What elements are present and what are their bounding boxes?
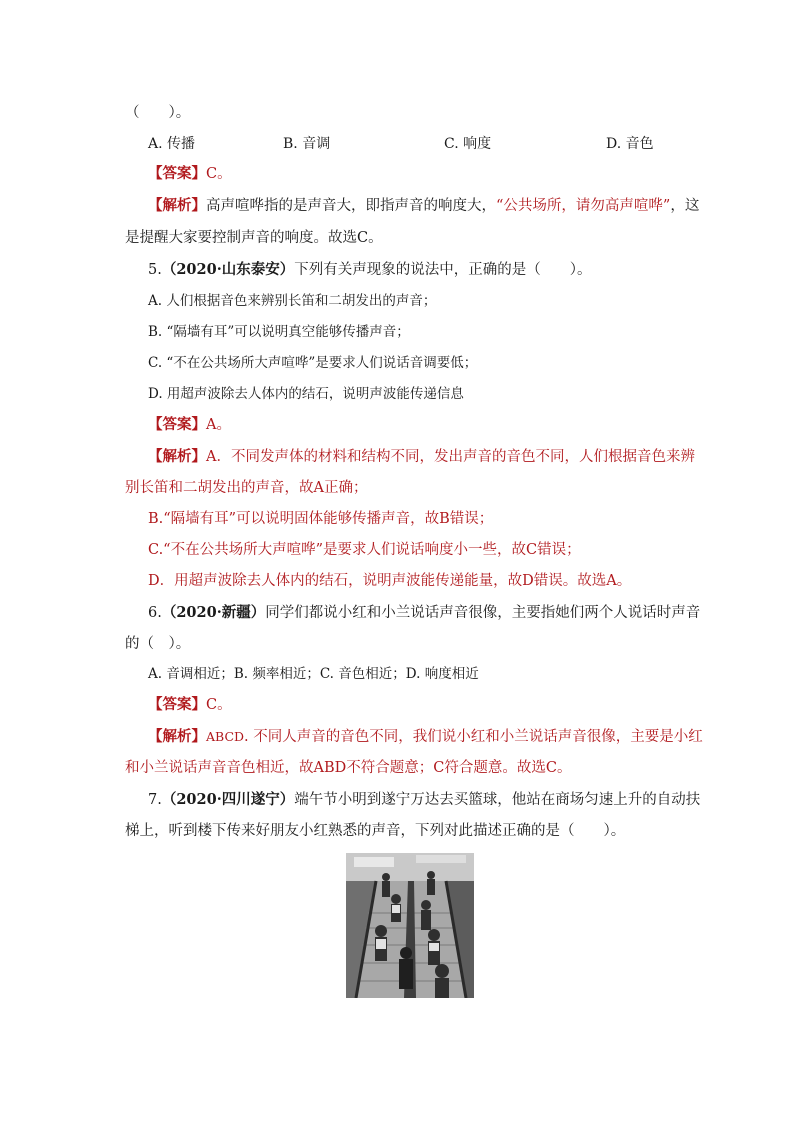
q7-stem-line-1 — [148, 790, 700, 810]
question-text: 同学们都说小红和小兰说话声音很像，主要指她们两个人说话时声音 — [265, 605, 701, 621]
q4-analysis-line-1 — [148, 196, 699, 216]
analysis-quote: “公共场所，请勿高声喧哗” — [496, 198, 671, 214]
analysis-text: 高声喧哗指的是声音大，即指声音的响度大， — [206, 198, 496, 214]
q4-stem-end: （ ）。 — [125, 105, 191, 121]
q4-option-d: D. 音色 — [606, 136, 654, 152]
question-number: 7. — [148, 792, 162, 808]
q5-analysis-line-5: D．用超声波除去人体内的结石，说明声波能传递能量，故D错误。故选A。 — [148, 573, 632, 589]
q5-stem — [148, 260, 592, 280]
answer-value: C。 — [206, 697, 232, 713]
answer-tag: 【答案】 — [148, 416, 206, 433]
analysis-tag: 【解析】 — [148, 197, 206, 214]
analysis-text: A．不同发声体的材料和结构不同，发出声音的音色不同，人们根据音色来辨 — [206, 449, 695, 465]
answer-tag: 【答案】 — [148, 696, 206, 713]
question-number: 6. — [148, 605, 162, 621]
question-source: （2020·新疆） — [161, 604, 266, 621]
q6-stem-line-1 — [148, 603, 700, 623]
answer-tag: 【答案】 — [148, 165, 206, 182]
q6-analysis-line-1 — [148, 727, 703, 747]
q4-option-b: B. 音调 — [283, 136, 331, 152]
analysis-tag: 【解析】 — [148, 728, 206, 745]
q5-analysis-line-3: B.“隔墙有耳”可以说明固体能够传播声音，故B错误； — [148, 511, 494, 527]
answer-value: C。 — [206, 166, 232, 182]
q5-answer — [148, 415, 231, 435]
q5-option-a: A. 人们根据音色来辨别长笛和二胡发出的声音； — [148, 293, 437, 309]
analysis-text: ，这 — [670, 198, 700, 214]
answer-value: A。 — [206, 417, 231, 433]
q6-stem-line-2: 的（ ）。 — [125, 636, 191, 652]
question-text: 下列有关声现象的说法中，正确的是（ ）。 — [294, 262, 592, 278]
q6-answer — [148, 695, 232, 715]
q5-analysis-line-4: C.“不在公共场所大声喧哗”是要求人们说话响度小一些，故C错误； — [148, 542, 581, 558]
question-text: 端午节小明到遂宁万达去买篮球，他站在商场匀速上升的自动扶 — [294, 792, 701, 808]
question-number: 5. — [148, 262, 162, 278]
q5-option-d: D. 用超声波除去人体内的结石，说明声波能传递信息 — [148, 386, 464, 402]
q4-answer — [148, 164, 232, 184]
question-source: （2020·山东泰安） — [161, 261, 295, 278]
q5-option-b: B. “隔墙有耳”可以说明真空能够传播声音； — [148, 324, 410, 340]
analysis-text: . 不同人声音的音色不同，我们说小红和小兰说话声音很像，主要是小红 — [244, 729, 703, 745]
q5-analysis-line-2: 别长笛和二胡发出的声音，故A正确； — [125, 480, 368, 496]
analysis-tag: 【解析】 — [148, 448, 206, 465]
escalator-photo — [346, 853, 474, 998]
analysis-text: ABCD — [206, 729, 245, 744]
q4-option-a: A. 传播 — [148, 136, 196, 152]
question-source: （2020·四川遂宁） — [161, 791, 295, 808]
q6-options: A. 音调相近；B. 频率相近；C. 音色相近；D. 响度相近 — [148, 666, 479, 682]
q7-stem-line-2: 梯上，听到楼下传来好朋友小红熟悉的声音，下列对此描述正确的是（ ）。 — [125, 823, 626, 839]
q6-analysis-line-2: 和小兰说话声音音色相近，故ABD不符合题意；C符合题意。故选C。 — [125, 760, 572, 776]
q4-option-c: C. 响度 — [444, 136, 492, 152]
q5-analysis-line-1 — [148, 447, 695, 467]
q5-option-c: C. “不在公共场所大声喧哗”是要求人们说话音调要低； — [148, 355, 478, 371]
q4-analysis-line-2: 是提醒大家要控制声音的响度。故选C。 — [125, 230, 383, 246]
